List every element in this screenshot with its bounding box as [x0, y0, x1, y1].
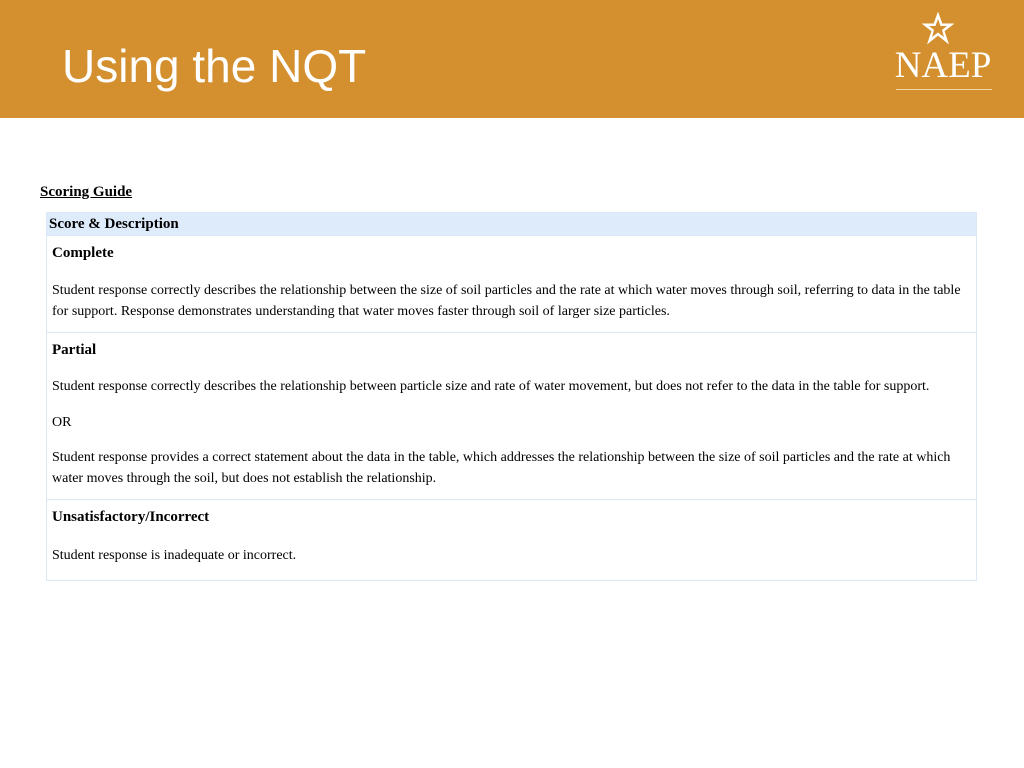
scoring-table — [46, 212, 977, 581]
score-title: Complete — [52, 245, 114, 261]
score-description: Student response correctly describes the relationship between particle size and rate of water movement, but does not refer to the data in the table for support. — [52, 379, 930, 394]
score-description: Student response provides a correct statement about the data in the table, which addresses the relationship between the size of soil particles and the rate at which water moves through the soil, but does not establish the relationship. — [52, 450, 951, 486]
score-partial-block — [47, 332, 976, 499]
score-title: Partial — [52, 342, 97, 358]
slide-title: Using the NQT — [62, 40, 367, 92]
scoring-guide-heading: Scoring Guide — [40, 184, 133, 200]
score-title: Unsatisfactory/Incorrect — [52, 509, 210, 525]
table-header: Score & Description — [47, 213, 976, 235]
score-unsatisfactory-block — [47, 499, 976, 580]
score-complete-block — [47, 235, 976, 332]
naep-logo-text: NAEP — [894, 45, 992, 86]
score-description: Student response correctly describes the relationship between the size of soil particles and the rate at which water moves through soil, referring to data in the table for support. Response demonstrates understanding that water moves faster through soil of larger size particles. — [52, 283, 961, 319]
or-separator: OR — [52, 415, 72, 430]
score-description: Student response is inadequate or incorrect. — [52, 548, 297, 563]
